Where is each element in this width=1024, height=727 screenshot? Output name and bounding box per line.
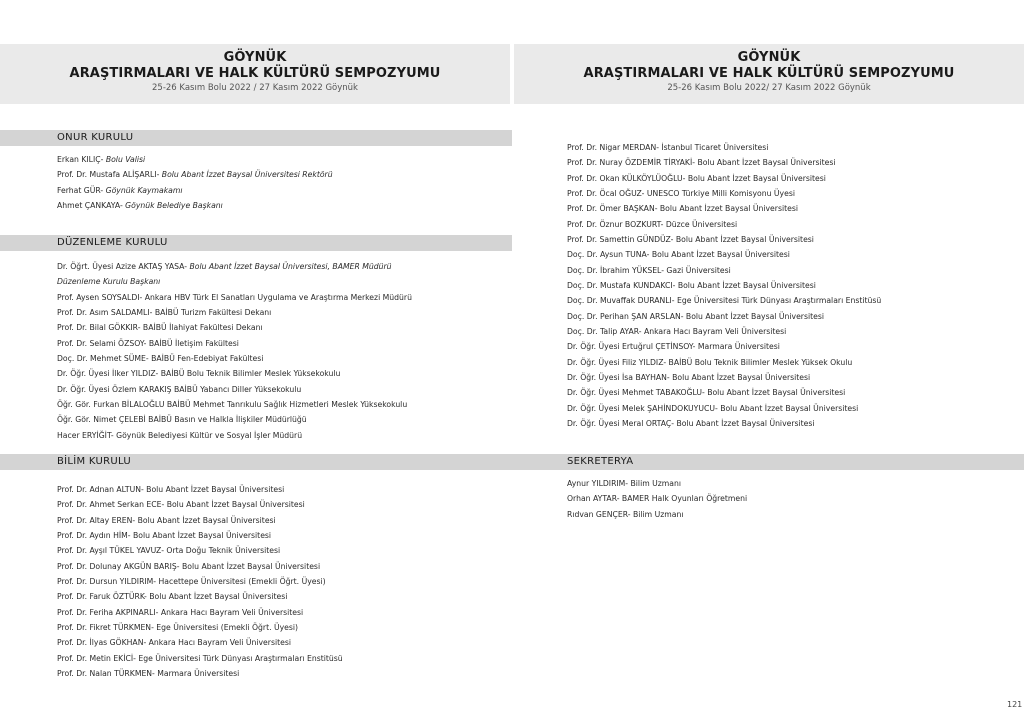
list-item: Dr. Öğr. Üyesi Filiz YILDIZ- BAİBÜ Bolu Teknik Bilimler Meslek Yüksek Okulu [567, 357, 853, 367]
list-item: Prof. Dr. Okan KÜLKÖYLÜOĞLU- Bolu Abant İzzet Baysal Üniversitesi [567, 173, 826, 183]
header-subtitle: 25-26 Kasım Bolu 2022 / 27 Kasım 2022 Göynük [152, 83, 358, 93]
page-number: 121 [1007, 700, 1023, 709]
list-item: Orhan AYTAR- BAMER Halk Oyunları Öğretmeni [567, 494, 748, 504]
member-role: Bolu Abant İzzet Baysal Üniversitesi Rektörü [161, 170, 333, 180]
member-name: Ahmet ÇANKAYA- [57, 200, 123, 210]
list-item: Prof. Dr. Faruk ÖZTÜRK- Bolu Abant İzzet Baysal Üniversitesi [57, 592, 288, 602]
list-item: Prof. Dr. Dolunay AKGÜN BARIŞ- Bolu Abant İzzet Baysal Üniversitesi [57, 561, 321, 571]
member-role: Bolu Abant İzzet Baysal Üniversitesi, BAMER Müdürü [189, 262, 392, 271]
list-item: Dr. Öğr. Üyesi İsa BAYHAN- Bolu Abant İzzet Baysal Üniversitesi [567, 372, 811, 382]
member-name: Erkan KILIÇ- [57, 155, 104, 164]
member-role: Göynük Kaymakamı [105, 185, 183, 195]
bilim-list [57, 482, 343, 681]
list-item: Prof. Dr. Feriha AKPINARLI- Ankara Hacı Bayram Veli Üniversitesi [57, 607, 304, 617]
section-heading-bilim: BİLİM KURULU [0, 454, 512, 470]
list-item: Hacer ERYİĞİT- Göynük Belediyesi Kültür ve Sosyal İşler Müdürü [57, 430, 303, 440]
list-item: Doç. Dr. Muvaffak DURANLI- Ege Üniversitesi Türk Dünyası Araştırmaları Enstitüsü [567, 296, 882, 306]
header-title-line1: GÖYNÜK [223, 50, 287, 65]
header-title-line2: ARAŞTIRMALARI VE HALK KÜLTÜRÜ SEMPOZYUMU [69, 66, 441, 81]
list-item: Dr. Öğr. Üyesi Ertuğrul ÇETİNSOY- Marmara Üniversitesi [567, 342, 780, 352]
list-item: Prof. Dr. Nigar MERDAN- İstanbul Ticaret Üniversitesi [567, 143, 769, 152]
header-subtitle: 25-26 Kasım Bolu 2022/ 27 Kasım 2022 Göynük [667, 83, 871, 93]
list-item: Rıdvan GENÇER- Bilim Uzmanı [567, 509, 684, 519]
list-item: Dr. Öğr. Üyesi İlker YILDIZ- BAİBÜ Bolu Teknik Bilimler Meslek Yüksekokulu [57, 369, 341, 379]
member-name: Ferhat GÜR- [57, 185, 104, 195]
list-item: Dr. Öğr. Üyesi Melek ŞAHİNDOKUYUCU- Bolu Abant İzzet Baysal Üniversitesi [567, 403, 859, 413]
list-item: Prof. Dr. Aydın HİM- Bolu Abant İzzet Baysal Üniversitesi [57, 530, 272, 540]
list-item: Doç. Dr. Mustafa KUNDAKCI- Bolu Abant İzzet Baysal Üniversitesi [567, 280, 816, 290]
list-item: Prof. Aysen SOYSALDI- Ankara HBV Türk El Sanatları Uygulama ve Araştırma Merkezi Müdürü [57, 292, 412, 302]
list-item: Öğr. Gör. Nimet ÇELEBİ BAİBÜ Basın ve Halkla İlişkiler Müdürlüğü [57, 415, 307, 425]
list-item: Dr. Öğr. Üyesi Özlem KARAKIŞ BAİBÜ Yabancı Diller Yüksekokulu [57, 384, 302, 394]
list-item: Prof. Dr. Ayşıl TÜKEL YAVUZ- Orta Doğu Teknik Üniversitesi [57, 546, 281, 556]
member-name: Prof. Dr. Mustafa ALİŞARLI- [57, 170, 160, 180]
list-item [57, 198, 333, 213]
bilim-list-continued [567, 140, 881, 431]
header-title-line2: ARAŞTIRMALARI VE HALK KÜLTÜRÜ SEMPOZYUMU [583, 66, 955, 81]
list-item [57, 183, 333, 198]
page-header-left [0, 44, 510, 104]
member-name: Dr. Öğrt. Üyesi Azize AKTAŞ YASA- [57, 262, 188, 271]
list-item: Öğr. Gör. Furkan BİLALOĞLU BAİBÜ Mehmet Tanrıkulu Sağlık Hizmetleri Meslek Yüksekokulu [57, 399, 408, 409]
list-item: Prof. Dr. Dursun YILDIRIM- Hacettepe Üniversitesi (Emekli Öğrt. Üyesi) [57, 576, 326, 586]
list-item: Prof. Dr. Öznur BOZKURT- Düzce Üniversitesi [567, 219, 738, 229]
member-role: Bolu Valisi [105, 155, 146, 164]
list-item: Prof. Dr. Altay EREN- Bolu Abant İzzet Baysal Üniversitesi [57, 515, 276, 525]
list-item: Doç. Dr. İbrahim YÜKSEL- Gazi Üniversitesi [567, 265, 731, 275]
list-item: Prof. Dr. Fikret TÜRKMEN- Ege Üniversitesi (Emekli Öğrt. Üyesi) [57, 622, 299, 632]
list-item: Prof. Dr. İlyas GÖKHAN- Ankara Hacı Bayram Veli Üniversitesi [57, 638, 291, 648]
header-title-line1: GÖYNÜK [737, 50, 801, 65]
section-heading-onur: ONUR KURULU [0, 130, 512, 146]
list-item: Prof. Dr. Selami ÖZSOY- BAİBÜ İletişim Fakültesi [57, 338, 239, 348]
list-item: Prof. Dr. Ahmet Serkan ECE- Bolu Abant İzzet Baysal Üniversitesi [57, 500, 305, 510]
list-item: Aynur YILDIRIM- Bilim Uzmanı [567, 479, 682, 488]
list-item: Prof. Dr. Bilal GÖKKIR- BAİBÜ İlahiyat Fakültesi Dekanı [57, 323, 263, 333]
member-role: Göynük Belediye Başkanı [125, 200, 223, 210]
list-item: Doç. Dr. Talip AYAR- Ankara Hacı Bayram Veli Üniversitesi [567, 326, 787, 336]
list-item: Prof. Dr. Asım SALDAMLI- BAİBÜ Turizm Fakültesi Dekanı [57, 307, 272, 317]
list-item [57, 152, 333, 167]
list-item: Doç. Dr. Aysun TUNA- Bolu Abant İzzet Baysal Üniversitesi [567, 250, 790, 260]
list-item-role-continued: Düzenleme Kurulu Başkanı [57, 277, 161, 287]
section-heading-duzenleme: DÜZENLEME KURULU [0, 235, 512, 251]
page-header-right [514, 44, 1024, 104]
list-item [57, 167, 333, 182]
list-item: Dr. Öğr. Üyesi Mehmet TABAKOĞLU- Bolu Abant İzzet Baysal Üniversitesi [567, 388, 846, 398]
list-item: Prof. Dr. Öcal OĞUZ- UNESCO Türkiye Milli Komisyonu Üyesi [567, 188, 795, 198]
list-item: Doç. Dr. Perihan ŞAN ARSLAN- Bolu Abant İzzet Baysal Üniversitesi [567, 311, 824, 321]
onur-list [57, 152, 333, 213]
list-item: Prof. Dr. Nuray ÖZDEMİR TİRYAKİ- Bolu Abant İzzet Baysal Üniversitesi [567, 158, 836, 168]
section-heading-sekreterya: SEKRETERYA [512, 454, 1024, 470]
list-item: Prof. Dr. Ömer BAŞKAN- Bolu Abant İzzet Baysal Üniversitesi [567, 204, 798, 214]
duzenleme-list [57, 259, 412, 443]
list-item: Prof. Dr. Adnan ALTUN- Bolu Abant İzzet Baysal Üniversitesi [57, 485, 285, 494]
list-item [57, 259, 412, 274]
list-item: Prof. Dr. Nalan TÜRKMEN- Marmara Üniversitesi [57, 668, 240, 678]
sekreterya-list [567, 476, 747, 522]
list-item: Prof. Dr. Metin EKİCİ- Ege Üniversitesi Türk Dünyası Araştırmaları Enstitüsü [57, 653, 343, 663]
list-item: Prof. Dr. Samettin GÜNDÜZ- Bolu Abant İzzet Baysal Üniversitesi [567, 234, 814, 244]
list-item: Dr. Öğr. Üyesi Meral ORTAÇ- Bolu Abant İzzet Baysal Üniversitesi [567, 418, 815, 428]
list-item: Doç. Dr. Mehmet SÜME- BAİBÜ Fen-Edebiyat Fakültesi [57, 353, 264, 363]
